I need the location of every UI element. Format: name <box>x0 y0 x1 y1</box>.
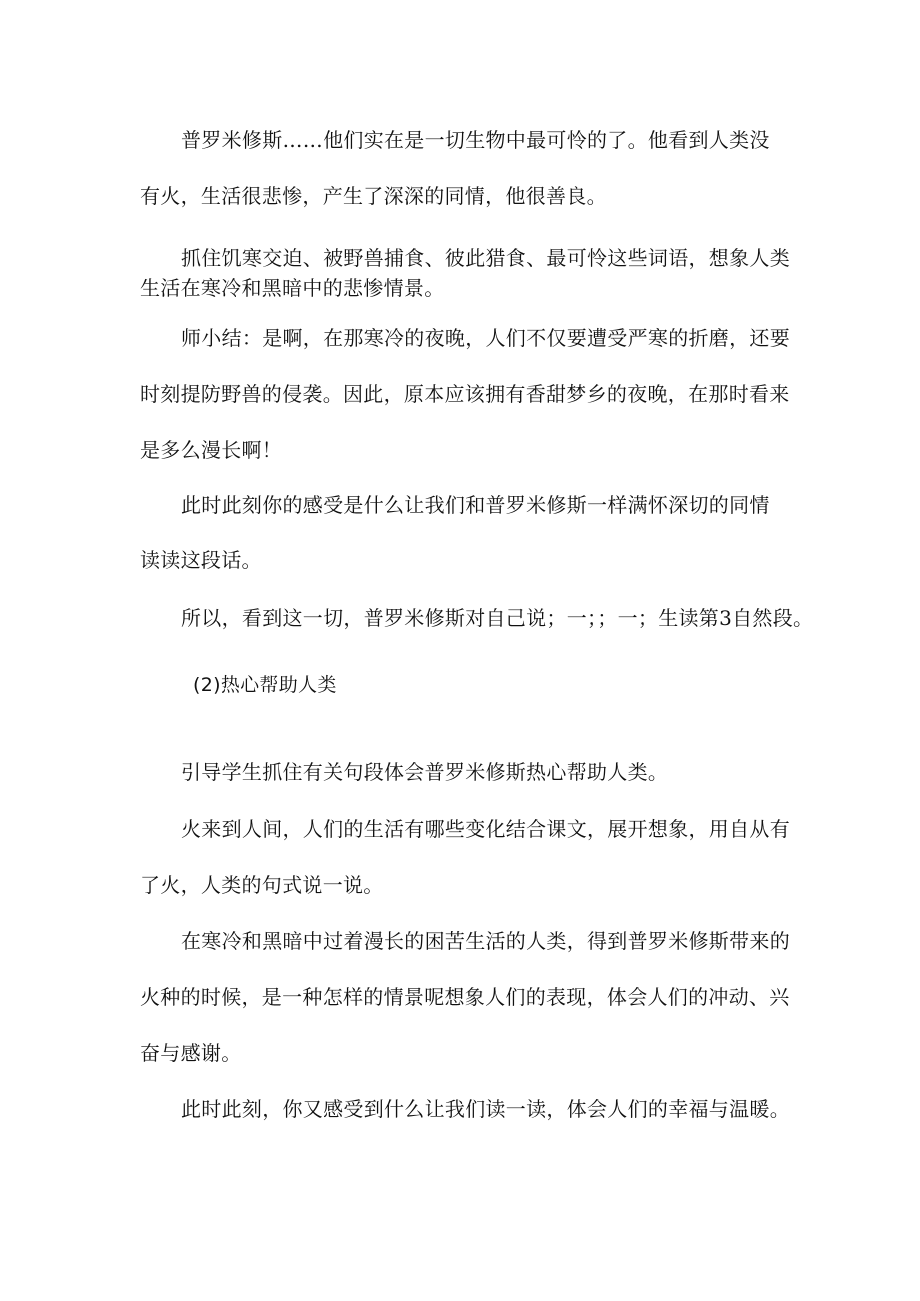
paragraph-4-line-1: 此时此刻你的感受是什么让我们和普罗米修斯一样满怀深切的同情 <box>181 493 770 517</box>
paragraph-9-line-2: 火种的时候，是一种怎样的情景呢想象人们的表现，体会人们的冲动、兴 <box>140 985 790 1009</box>
paragraph-3-line-1: 师小结：是啊，在那寒冷的夜晚，人们不仅要遭受严寒的折磨，还要 <box>181 326 790 350</box>
paragraph-1-line-1: 普罗米修斯……他们实在是一切生物中最可怜的了。他看到人类没 <box>181 128 770 152</box>
section-heading: (2)热心帮助人类 <box>193 674 337 696</box>
paragraph-8-line-2: 了火，人类的句式说一说。 <box>140 873 384 897</box>
paragraph-9-line-3: 奋与感谢。 <box>140 1041 242 1065</box>
paragraph-7-line-1: 引导学生抓住有关句段体会普罗米修斯热心帮助人类。 <box>181 760 669 784</box>
paragraph-9-line-1: 在寒冷和黑暗中过着漫长的困苦生活的人类，得到普罗米修斯带来的 <box>181 929 790 953</box>
paragraph-10-line-1: 此时此刻，你又感受到什么让我们读一读，体会人们的幸福与温暖。 <box>181 1097 790 1121</box>
paragraph-3-line-3: 是多么漫长啊！ <box>140 438 283 462</box>
paragraph-4-line-2: 读读这段话。 <box>140 548 262 572</box>
paragraph-8-line-1: 火来到人间，人们的生活有哪些变化结合课文，展开想象，用自从有 <box>181 817 790 841</box>
paragraph-5-line-1: 所以，看到这一切，普罗米修斯对自己说；一；；一；生读第3自然段。 <box>181 606 814 630</box>
paragraph-2-line-2: 生活在寒冷和黑暗中的悲惨情景。 <box>140 276 445 300</box>
paragraph-3-line-2: 时刻提防野兽的侵袭。因此，原本应该拥有香甜梦乡的夜晚，在那时看来 <box>140 382 790 406</box>
paragraph-2-line-1: 抓住饥寒交迫、被野兽捕食、彼此猎食、最可怜这些词语，想象人类 <box>181 246 790 270</box>
paragraph-1-line-2: 有火，生活很悲惨，产生了深深的同情，他很善良。 <box>140 184 607 208</box>
